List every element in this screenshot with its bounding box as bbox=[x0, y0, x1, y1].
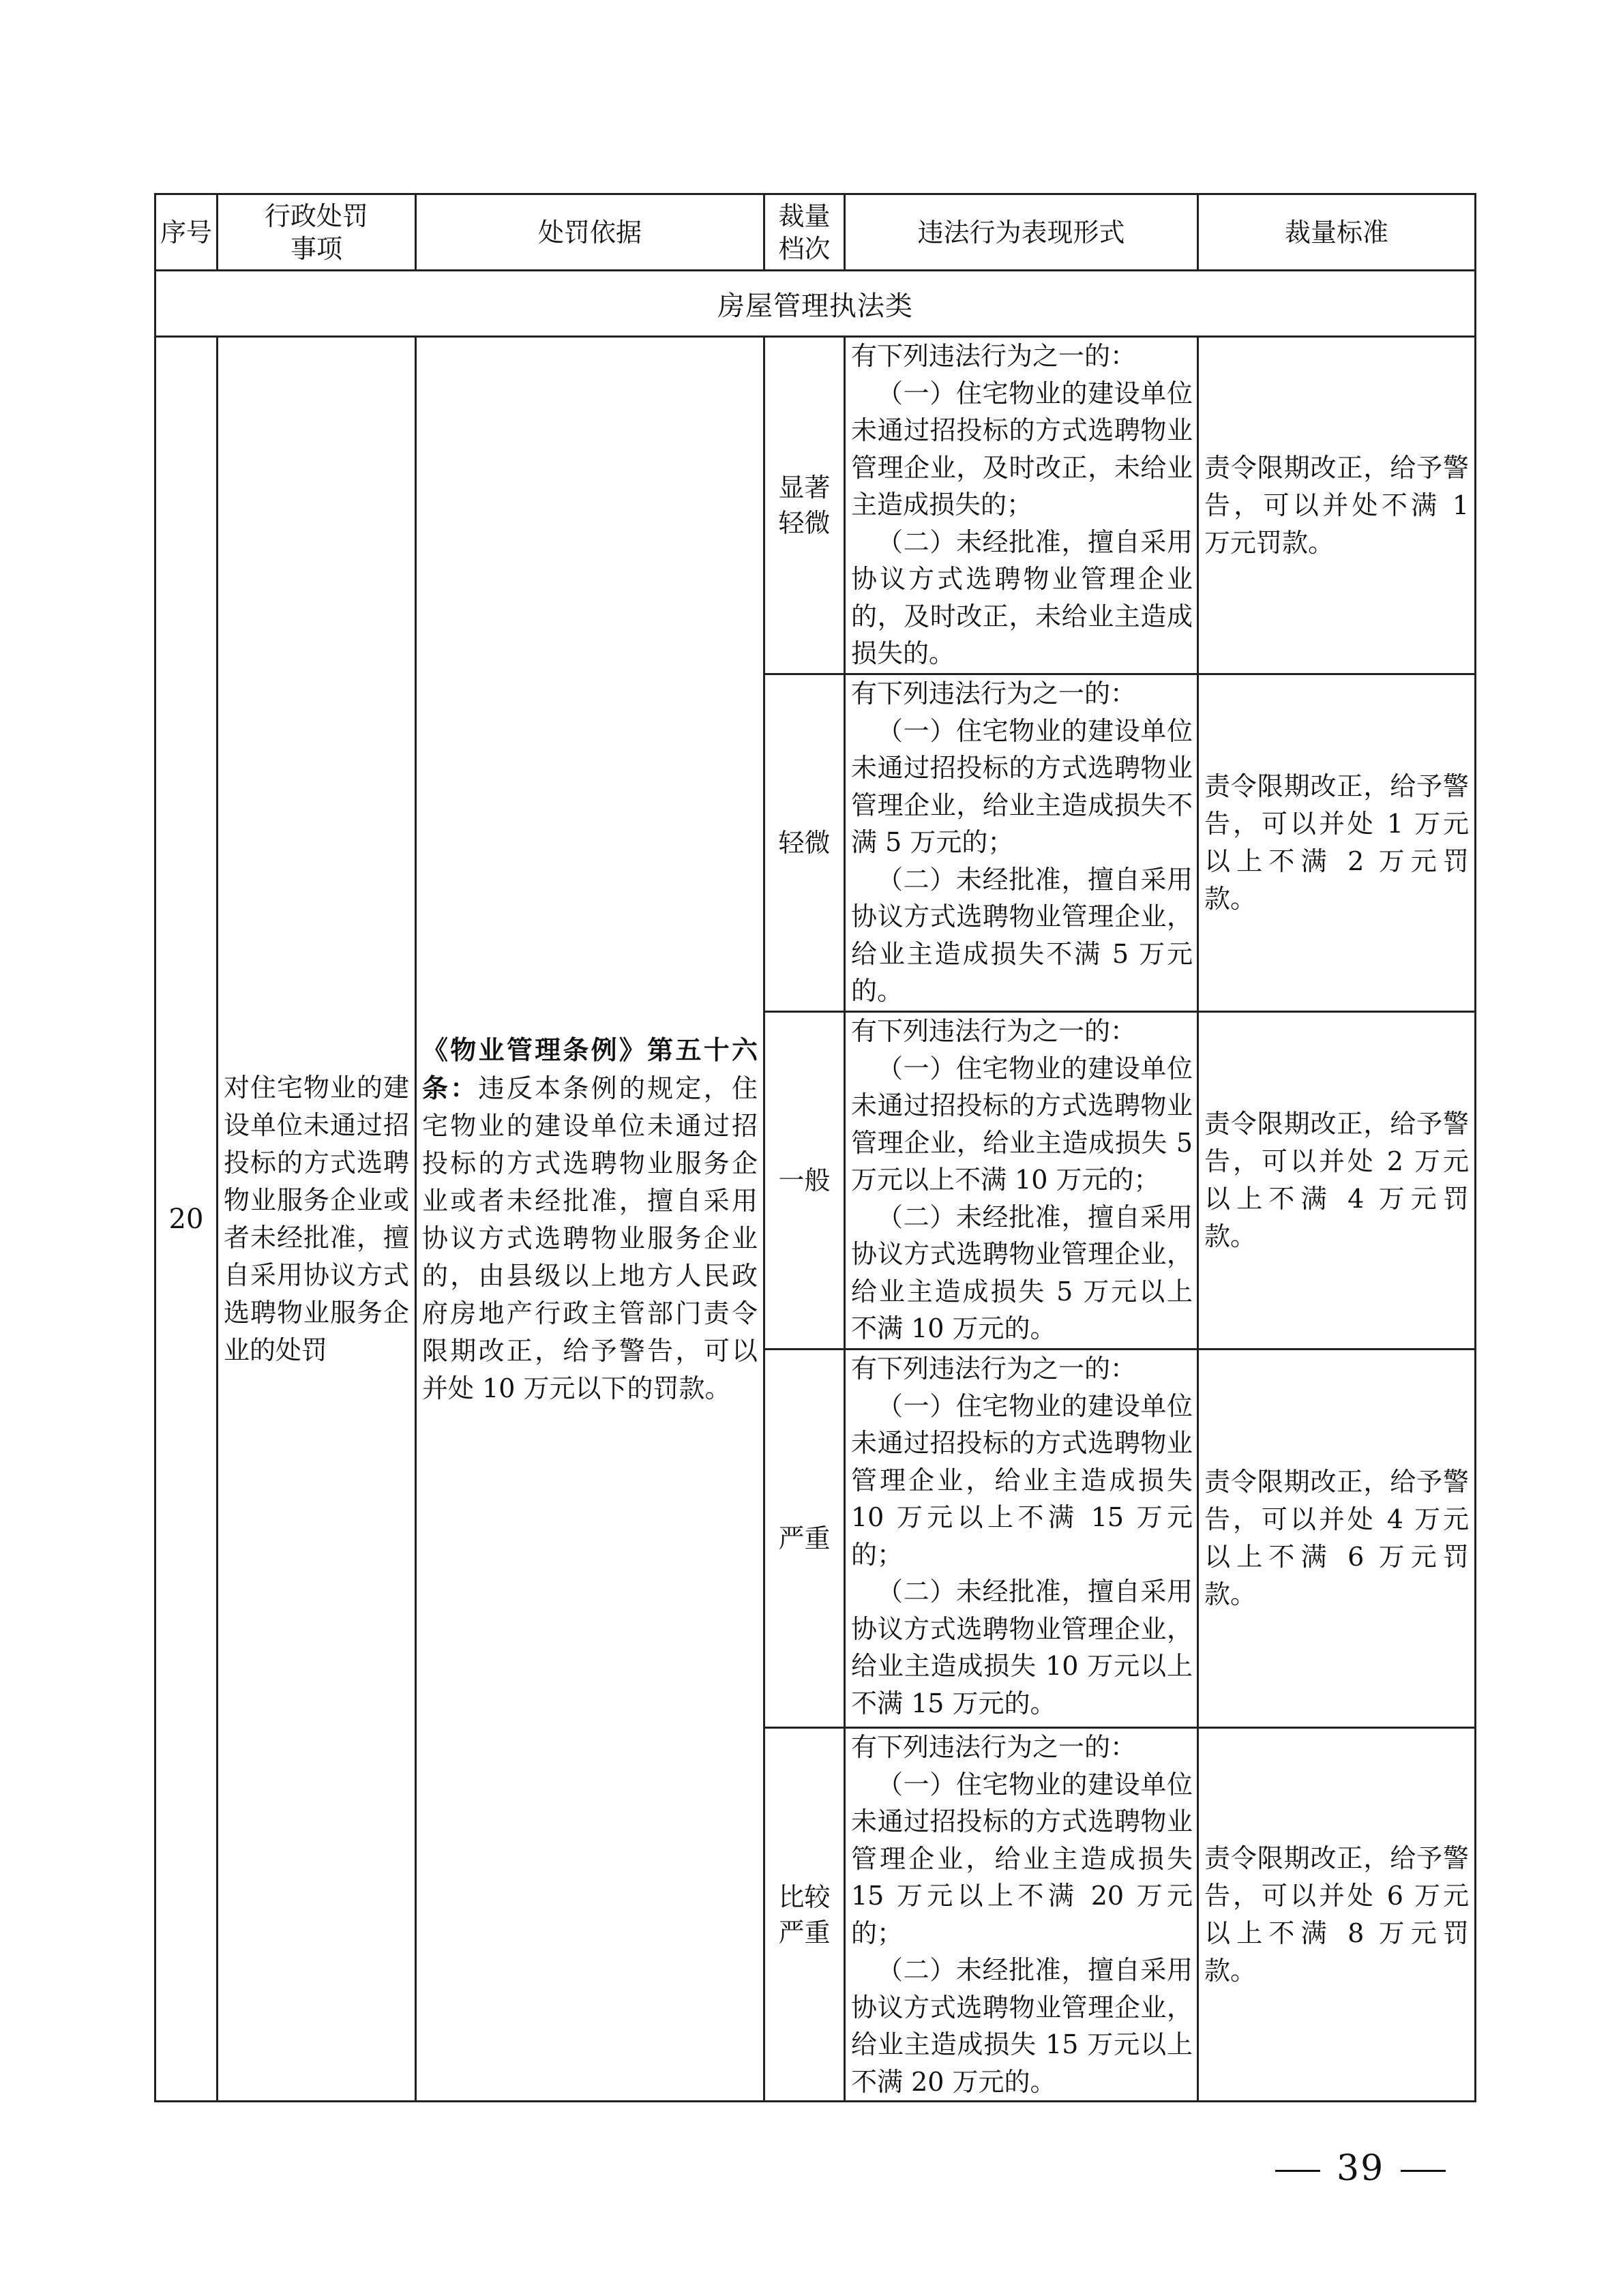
standard-cell: 责令限期改正，给予警告，可以并处 6 万元以上不满 8 万元罚款。 bbox=[1198, 1728, 1476, 2102]
header-basis: 处罚依据 bbox=[416, 194, 764, 271]
header-form: 违法行为表现形式 bbox=[845, 194, 1198, 271]
violation-form-cell bbox=[845, 674, 1198, 1012]
level-cell: 轻微 bbox=[764, 674, 845, 1012]
form-clause-2: （二）未经批准，擅自采用协议方式选聘物业管理企业，给业主造成损失 5 万元以上不满 10 万元的。 bbox=[851, 1202, 1193, 1343]
form-intro: 有下列违法行为之一的： bbox=[851, 341, 1137, 371]
form-intro: 有下列违法行为之一的： bbox=[851, 1016, 1137, 1046]
header-level-line-2: 档次 bbox=[778, 233, 831, 264]
header-item-line-2: 事项 bbox=[290, 233, 342, 264]
level-cell: 一般 bbox=[764, 1012, 845, 1350]
basis-body: 违反本条例的规定，住宅物业的建设单位未通过招投标的方式选聘物业服务企业或者未经批准，擅自采用协议方式选聘物业服务企业的，由县级以上地方人民政府房地产行政主管部门责令限期改正，给予警告，可以并处 10 万元以下的罚款。 bbox=[422, 1073, 758, 1403]
level-cell bbox=[764, 1728, 845, 2102]
form-clause-1: （一）住宅物业的建设单位未通过招投标的方式选聘物业管理企业，及时改正，未给业主造成损失的； bbox=[851, 378, 1193, 520]
form-clause-2: （二）未经批准，擅自采用协议方式选聘物业管理企业，给业主造成损失 15 万元以上不满 20 万元的。 bbox=[851, 1955, 1193, 2097]
violation-form-cell bbox=[845, 1012, 1198, 1350]
header-level bbox=[764, 194, 845, 271]
violation-form-cell bbox=[845, 1728, 1198, 2102]
standard-cell: 责令限期改正，给予警告，可以并处 2 万元以上不满 4 万元罚款。 bbox=[1198, 1012, 1476, 1350]
page-number-dash-right bbox=[1401, 2170, 1446, 2172]
header-standard: 裁量标准 bbox=[1198, 194, 1476, 271]
violation-form-cell bbox=[845, 1350, 1198, 1728]
level-line-2: 严重 bbox=[778, 1917, 831, 1948]
record-basis bbox=[416, 337, 764, 2102]
level-cell bbox=[764, 337, 845, 674]
penalty-table bbox=[154, 193, 1476, 2102]
header-item-line-1: 行政处罚 bbox=[264, 200, 368, 231]
category-title: 房屋管理执法类 bbox=[155, 271, 1476, 337]
standard-cell: 责令限期改正，给予警告，可以并处 1 万元以上不满 2 万元罚款。 bbox=[1198, 674, 1476, 1012]
form-intro: 有下列违法行为之一的： bbox=[851, 1354, 1137, 1384]
level-line-1: 显著 bbox=[778, 473, 831, 503]
form-clause-1: （一）住宅物业的建设单位未通过招投标的方式选聘物业管理企业，给业主造成损失 5 万元以上不满 10 万元的； bbox=[851, 1053, 1193, 1195]
page-number bbox=[1275, 2148, 1446, 2189]
violation-form-cell bbox=[845, 337, 1198, 674]
form-clause-1: （一）住宅物业的建设单位未通过招投标的方式选聘物业管理企业，给业主造成损失 15 万元以上不满 20 万元的； bbox=[851, 1769, 1193, 1948]
form-clause-2: （二）未经批准，擅自采用协议方式选聘物业管理企业，给业主造成损失 10 万元以上不满 15 万元的。 bbox=[851, 1577, 1193, 1718]
form-clause-2: （二）未经批准，擅自采用协议方式选聘物业管理企业的，及时改正，未给业主造成损失的。 bbox=[851, 526, 1193, 668]
category-row bbox=[155, 271, 1476, 337]
header-level-line-1: 裁量 bbox=[778, 200, 831, 231]
form-intro: 有下列违法行为之一的： bbox=[851, 679, 1137, 709]
form-intro: 有下列违法行为之一的： bbox=[851, 1732, 1137, 1762]
header-row bbox=[155, 194, 1476, 271]
standard-cell: 责令限期改正，给予警告，可以并处不满 1 万元罚款。 bbox=[1198, 337, 1476, 674]
standard-cell: 责令限期改正，给予警告，可以并处 4 万元以上不满 6 万元罚款。 bbox=[1198, 1350, 1476, 1728]
level-line-1: 比较 bbox=[778, 1881, 831, 1912]
level-line-2: 轻微 bbox=[778, 508, 831, 538]
basis-title: 《物业管理条例》第五十六条： bbox=[422, 1034, 758, 1103]
record-item: 对住宅物业的建设单位未通过招投标的方式选聘物业服务企业或者未经批准，擅自采用协议方式选聘物业服务企业的处罚 bbox=[218, 337, 416, 2102]
header-item bbox=[218, 194, 416, 271]
record-seq: 20 bbox=[155, 337, 218, 2102]
page-number-value: 39 bbox=[1337, 2148, 1385, 2189]
form-clause-1: （一）住宅物业的建设单位未通过招投标的方式选聘物业管理企业，给业主造成损失不满 5 万元的； bbox=[851, 715, 1193, 857]
table-row bbox=[155, 337, 1476, 674]
level-cell: 严重 bbox=[764, 1350, 845, 1728]
form-clause-2: （二）未经批准，擅自采用协议方式选聘物业管理企业，给业主造成损失不满 5 万元的。 bbox=[851, 864, 1193, 1006]
page-number-dash-left bbox=[1275, 2170, 1320, 2172]
header-seq: 序号 bbox=[155, 194, 218, 271]
form-clause-1: （一）住宅物业的建设单位未通过招投标的方式选聘物业管理企业，给业主造成损失 10 万元以上不满 15 万元的； bbox=[851, 1390, 1193, 1570]
